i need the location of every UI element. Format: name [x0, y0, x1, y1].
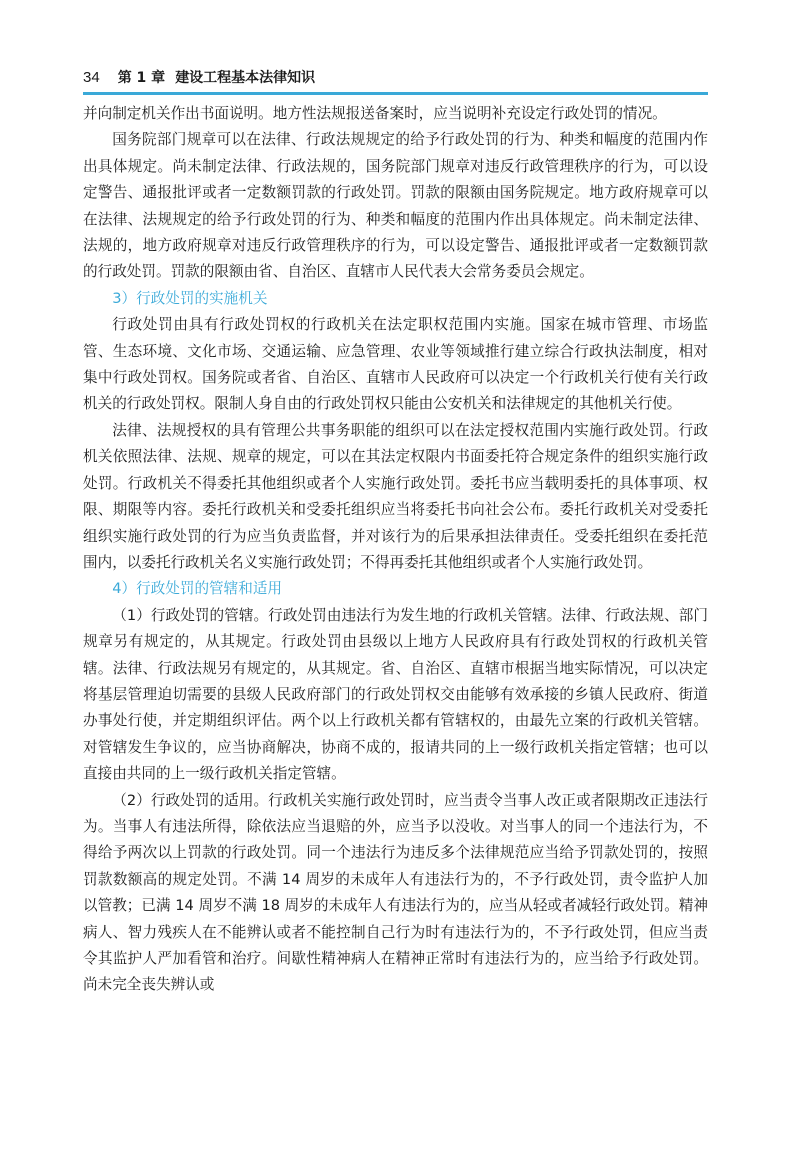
- page-body: [83, 101, 708, 999]
- paragraph-application: （2）行政处罚的适用。行政机关实施行政处罚时，应当责令当事人改正或者限期改正违法行为。当事人有违法所得，除依法应当退赔的外，应当予以没收。对当事人的同一个违法行为，不得给予两次以上罚款的行政处罚。同一个违法行为违反多个法律规范应当给予罚款处罚的，按照罚款数额高的规定处罚。不满 14 周岁的未成年人有违法行为的，不予行政处罚，责令监护人加以管教；已满 14 周岁不满 18 周岁的未成年人有违法行为的，应当从轻或者减轻行政处罚。精神病人、智力残疾人在不能辨认或者不能控制自己行为时有违法行为的，不予行政处罚，但应当责令其监护人严加看管和治疗。间歇性精神病人在精神正常时有违法行为的，应当给予行政处罚。尚未完全丧失辨认或: [83, 791, 708, 994]
- chapter-label: 第 1 章: [117, 70, 166, 86]
- chapter-title: 建设工程基本法律知识: [175, 70, 316, 86]
- section-heading-enforcement-authority: 3）行政处罚的实施机关: [112, 289, 268, 307]
- paragraph-enforcement: 行政处罚由具有行政处罚权的行政机关在法定职权范围内实施。国家在城市管理、市场监管、生态环境、文化市场、交通运输、应急管理、农业等领域推行建立综合行政执法制度，相对集中行政处罚权。国务院或者省、自治区、直辖市人民政府可以决定一个行政机关行使有关行政机关的行政处罚权。限制人身自由的行政处罚权只能由公安机关和法律规定的其他机关行使。: [83, 316, 708, 413]
- paragraph-jurisdiction: （1）行政处罚的管辖。行政处罚由违法行为发生地的行政机关管辖。法律、行政法规、部门规章另有规定的，从其规定。行政处罚由县级以上地方人民政府具有行政处罚权的行政机关管辖。法律、行政法规另有规定的，从其规定。省、自治区、直辖市根据当地实际情况，可以决定将基层管理迫切需要的县级人民政府部门的行政处罚权交由能够有效承接的乡镇人民政府、街道办事处行使，并定期组织评估。两个以上行政机关都有管辖权的，由最先立案的行政机关管辖。对管辖发生争议的，应当协商解决，协商不成的，报请共同的上一级行政机关指定管辖；也可以直接由共同的上一级行政机关指定管辖。: [83, 606, 708, 783]
- page-number: 34: [83, 68, 100, 86]
- section-heading-jurisdiction: 4）行政处罚的管辖和适用: [112, 580, 283, 598]
- header-divider: [83, 92, 708, 95]
- paragraph-delegation: 法律、法规授权的具有管理公共事务职能的组织可以在法定授权范围内实施行政处罚。行政机关依照法律、法规、规章的规定，可以在其法定权限内书面委托符合规定条件的组织实施行政处罚。行政机关不得委托其他组织或者个人实施行政处罚。委托书应当载明委托的具体事项、权限、期限等内容。委托行政机关和受委托组织应当将委托书向社会公布。委托行政机关对受委托组织实施行政处罚的行为应当负责监督，并对该行为的后果承担法律责任。受委托组织在委托范围内，以委托行政机关名义实施行政处罚；不得再委托其他组织或者个人实施行政处罚。: [83, 421, 708, 571]
- paragraph-continuation: 并向制定机关作出书面说明。地方性法规报送备案时，应当说明补充设定行政处罚的情况。: [83, 105, 667, 122]
- running-header: [83, 66, 315, 88]
- paragraph-regulations: 国务院部门规章可以在法律、行政法规规定的给予行政处罚的行为、种类和幅度的范围内作出具体规定。尚未制定法律、行政法规的，国务院部门规章对违反行政管理秩序的行为，可以设定警告、通报批评或者一定数额罚款的行政处罚。罚款的限额由国务院规定。地方政府规章可以在法律、法规规定的给予行政处罚的行为、种类和幅度的范围内作出具体规定。尚未制定法律、法规的，地方政府规章对违反行政管理秩序的行为，可以设定警告、通报批评或者一定数额罚款的行政处罚。罚款的限额由省、自治区、直辖市人民代表大会常务委员会规定。: [83, 131, 708, 281]
